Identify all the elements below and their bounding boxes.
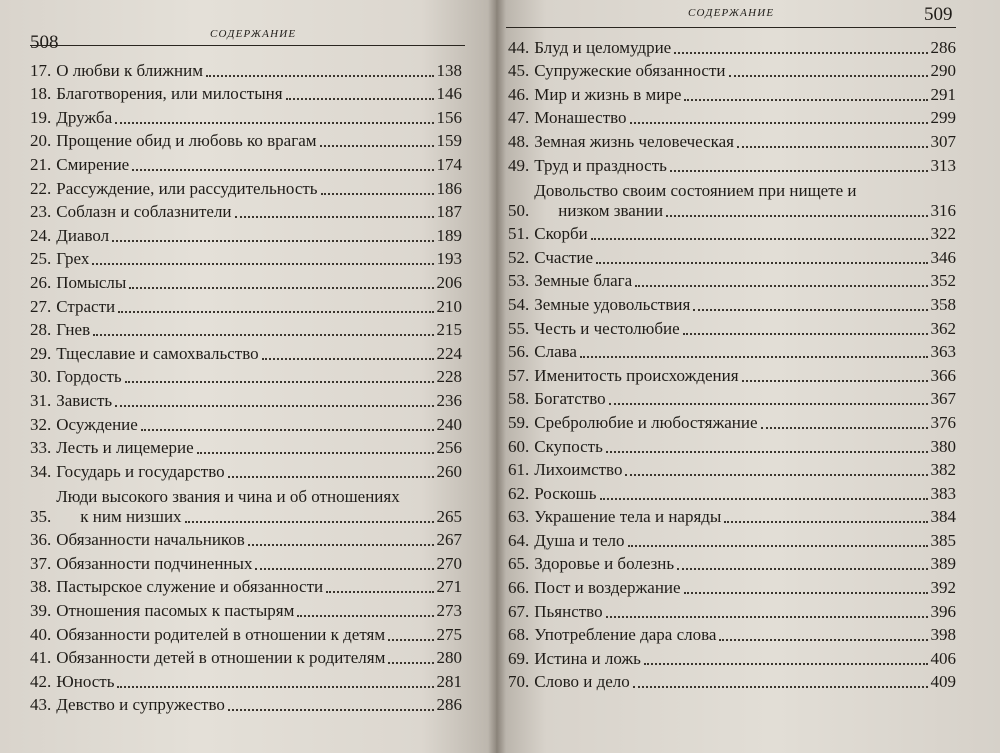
entry-number: 69. — [508, 648, 530, 668]
dot-leader — [117, 686, 433, 688]
entry-title: Сребролюбие и любостяжание — [534, 412, 758, 432]
entry-page-number: 384 — [930, 507, 956, 527]
entry-number: 32. — [30, 414, 52, 434]
entry-number: 58. — [508, 389, 530, 409]
entry-title: Помыслы — [56, 272, 127, 292]
toc-entry — [30, 574, 462, 598]
dot-leader — [674, 52, 927, 54]
entry-number: 40. — [30, 624, 52, 644]
toc-entry — [30, 597, 462, 621]
entry-title-continuation: к ним низших — [80, 506, 182, 526]
entry-page-number: 273 — [436, 601, 462, 621]
entry-number: 34. — [30, 461, 52, 481]
entry-title: Обязанности начальников — [56, 530, 245, 550]
entry-number: 29. — [30, 343, 52, 363]
toc-entry — [508, 645, 956, 669]
entry-page-number: 376 — [930, 412, 956, 432]
entry-page-number: 210 — [436, 296, 462, 316]
entry-title: Гордость — [56, 367, 122, 387]
toc-entry — [30, 340, 462, 364]
dot-leader — [129, 287, 433, 289]
entry-title-continuation-row — [56, 507, 462, 527]
entry-number: 63. — [508, 507, 530, 527]
entry-page-number: 406 — [930, 648, 956, 668]
toc-entry — [508, 176, 956, 221]
entry-title: Счастие — [534, 247, 594, 267]
dot-leader — [321, 193, 434, 195]
toc-entry — [508, 315, 956, 339]
toc-entry — [30, 151, 462, 175]
entry-title: Дружба — [56, 107, 113, 127]
toc-entry — [508, 339, 956, 363]
entry-title: Пост и воздержание — [534, 578, 681, 598]
dot-leader — [600, 498, 928, 500]
entry-title: Слово и дело — [534, 672, 630, 692]
entry-number: 62. — [508, 483, 530, 503]
entry-number: 33. — [30, 438, 52, 458]
entry-page-number: 265 — [436, 506, 462, 526]
right-toc-list — [508, 34, 956, 692]
entry-number: 20. — [30, 131, 52, 151]
dot-leader — [737, 146, 928, 148]
dot-leader — [693, 309, 927, 311]
entry-page-number: 186 — [436, 178, 462, 198]
dot-leader — [683, 333, 928, 335]
dot-leader — [206, 75, 434, 77]
entry-page-number: 286 — [930, 37, 956, 57]
dot-leader — [591, 238, 928, 240]
entry-title: Лихоимство — [534, 460, 623, 480]
entry-page-number: 224 — [436, 343, 462, 363]
toc-entry — [30, 527, 462, 551]
dot-leader — [118, 311, 433, 313]
entry-title: Именитость происхождения — [534, 365, 739, 385]
entry-title: Зависть — [56, 390, 113, 410]
entry-title: Слава — [534, 342, 577, 362]
entry-page-number: 256 — [436, 438, 462, 458]
entry-title-continuation: низком звании — [558, 200, 664, 220]
entry-number: 30. — [30, 367, 52, 387]
entry-title: Монашество — [534, 108, 627, 128]
entry-number: 57. — [508, 365, 530, 385]
entry-title: Гнев — [56, 320, 91, 340]
entry-page-number: 313 — [930, 155, 956, 175]
toc-entry — [30, 269, 462, 293]
dot-leader — [141, 429, 434, 431]
entry-title: Юность — [56, 671, 115, 691]
entry-number: 38. — [30, 577, 52, 597]
entry-title: Супружеские обязанности — [534, 61, 726, 81]
right-running-title: СОДЕРЖАНИЕ — [688, 7, 775, 19]
dot-leader — [115, 405, 433, 407]
entry-title: Пастырское служение и обязанности — [56, 577, 324, 597]
entry-title: Прощение обид и любовь ко врагам — [56, 131, 317, 151]
entry-number: 54. — [508, 294, 530, 314]
entry-page-number: 271 — [436, 577, 462, 597]
toc-entry — [508, 598, 956, 622]
entry-page-number: 362 — [930, 318, 956, 338]
dot-leader — [297, 615, 433, 617]
toc-entry — [508, 457, 956, 481]
entry-title: Душа и тело — [534, 530, 625, 550]
dot-leader — [320, 145, 434, 147]
entry-title: Страсти — [56, 296, 116, 316]
dot-leader — [132, 169, 433, 171]
dot-leader — [670, 170, 928, 172]
left-page-number: 508 — [30, 32, 59, 53]
entry-page-number: 215 — [436, 320, 462, 340]
entry-page-number: 382 — [930, 460, 956, 480]
dot-leader — [719, 639, 927, 641]
entry-page-number: 206 — [436, 272, 462, 292]
entry-number: 67. — [508, 601, 530, 621]
toc-entry — [508, 221, 956, 245]
toc-entry — [30, 645, 462, 669]
entry-number: 17. — [30, 60, 52, 80]
entry-number: 49. — [508, 155, 530, 175]
toc-entry — [30, 621, 462, 645]
toc-entry — [508, 268, 956, 292]
entry-title: Богатство — [534, 389, 606, 409]
entry-number: 37. — [30, 553, 52, 573]
toc-entry — [30, 246, 462, 270]
entry-number: 23. — [30, 202, 52, 222]
entry-number: 60. — [508, 436, 530, 456]
entry-title: Блуд и целомудрие — [534, 37, 672, 57]
entry-page-number: 138 — [436, 60, 462, 80]
dot-leader — [286, 98, 434, 100]
entry-number: 43. — [30, 695, 52, 715]
entry-page-number: 286 — [436, 695, 462, 715]
toc-entry — [508, 622, 956, 646]
entry-page-number: 290 — [930, 61, 956, 81]
entry-page-number: 383 — [930, 483, 956, 503]
entry-title: Пьянство — [534, 601, 603, 621]
entry-number: 22. — [30, 178, 52, 198]
entry-title: Соблазн и соблазнители — [56, 202, 232, 222]
entry-page-number: 280 — [436, 648, 462, 668]
entry-page-number: 291 — [930, 84, 956, 104]
dot-leader — [609, 403, 928, 405]
entry-title: Мир и жизнь в мире — [534, 84, 682, 104]
entry-number: 19. — [30, 107, 52, 127]
entry-number: 41. — [30, 648, 52, 668]
entry-number: 51. — [508, 224, 530, 244]
entry-page-number: 392 — [930, 578, 956, 598]
entry-page-number: 352 — [930, 271, 956, 291]
entry-title: Труд и праздность — [534, 155, 667, 175]
toc-entry — [30, 104, 462, 128]
entry-number: 46. — [508, 84, 530, 104]
entry-page-number: 281 — [436, 671, 462, 691]
entry-page-number: 380 — [930, 436, 956, 456]
entry-title: Земные блага — [534, 271, 633, 291]
dot-leader — [596, 262, 927, 264]
dot-leader — [235, 216, 434, 218]
book-gutter — [488, 0, 506, 753]
dot-leader — [606, 616, 928, 618]
toc-entry — [30, 668, 462, 692]
toc-entry — [30, 222, 462, 246]
entry-number: 31. — [30, 390, 52, 410]
entry-page-number: 236 — [436, 390, 462, 410]
entry-title: Украшение тела и наряды — [534, 507, 722, 527]
dot-leader — [666, 215, 927, 217]
toc-entry — [508, 504, 956, 528]
dot-leader — [684, 592, 928, 594]
toc-entry — [30, 317, 462, 341]
entry-number: 18. — [30, 84, 52, 104]
entry-number: 45. — [508, 61, 530, 81]
entry-number: 66. — [508, 578, 530, 598]
entry-number: 59. — [508, 412, 530, 432]
dot-leader — [326, 591, 433, 593]
dot-leader — [388, 662, 433, 664]
dot-leader — [580, 356, 928, 358]
dot-leader — [625, 474, 927, 476]
entry-title: Истина и ложь — [534, 648, 641, 668]
toc-entry — [508, 551, 956, 575]
entry-number: 61. — [508, 460, 530, 480]
entry-page-number: 396 — [930, 601, 956, 621]
entry-number: 39. — [30, 601, 52, 621]
entry-page-number: 174 — [436, 154, 462, 174]
entry-number: 55. — [508, 318, 530, 338]
entry-title: Скупость — [534, 436, 603, 456]
entry-title: Тщеславие и самохвальство — [56, 343, 259, 363]
entry-title: Смирение — [56, 154, 130, 174]
entry-title: Обязанности детей в отношении к родителям — [56, 648, 386, 668]
dot-leader — [255, 568, 433, 570]
left-toc-list — [30, 57, 462, 715]
left-header-rule — [30, 45, 465, 46]
toc-entry — [30, 387, 462, 411]
entry-page-number: 156 — [436, 107, 462, 127]
entry-number: 35. — [30, 506, 52, 526]
toc-entry — [508, 128, 956, 152]
entry-title-wrap — [534, 181, 956, 221]
dot-leader — [633, 686, 928, 688]
entry-number: 26. — [30, 272, 52, 292]
entry-title: Обязанности родителей в отношении к детям — [56, 624, 386, 644]
entry-number: 24. — [30, 225, 52, 245]
toc-entry — [508, 669, 956, 693]
entry-page-number: 366 — [930, 365, 956, 385]
dot-leader — [724, 521, 927, 523]
entry-number: 48. — [508, 131, 530, 151]
dot-leader — [635, 285, 927, 287]
dot-leader — [112, 240, 433, 242]
entry-number: 25. — [30, 249, 52, 269]
toc-entry — [30, 293, 462, 317]
entry-number: 64. — [508, 530, 530, 550]
dot-leader — [228, 709, 434, 711]
entry-title: Благотворения, или милостыня — [56, 84, 283, 104]
entry-number: 36. — [30, 530, 52, 550]
entry-number: 68. — [508, 625, 530, 645]
entry-title-continuation-row — [534, 201, 956, 221]
toc-entry — [508, 386, 956, 410]
dot-leader — [185, 521, 434, 523]
entry-title: Девство и супружество — [56, 695, 225, 715]
toc-entry — [30, 550, 462, 574]
entry-title: Диавол — [56, 225, 110, 245]
entry-number: 27. — [30, 296, 52, 316]
toc-entry — [30, 128, 462, 152]
entry-number: 70. — [508, 672, 530, 692]
entry-title: Государь и государство — [56, 461, 225, 481]
entry-page-number: 260 — [436, 461, 462, 481]
entry-page-number: 316 — [930, 200, 956, 220]
entry-number: 44. — [508, 37, 530, 57]
dot-leader — [197, 452, 434, 454]
toc-entry — [508, 34, 956, 58]
dot-leader — [630, 122, 928, 124]
right-page — [496, 0, 1000, 753]
entry-page-number: 398 — [930, 625, 956, 645]
entry-number: 50. — [508, 200, 530, 220]
entry-page-number: 267 — [436, 530, 462, 550]
dot-leader — [115, 122, 433, 124]
entry-title: Лесть и лицемерие — [56, 438, 194, 458]
toc-entry — [508, 574, 956, 598]
entry-title: Довольство своим состоянием при нищете и — [534, 180, 857, 200]
entry-title: Отношения пасомых к пастырям — [56, 601, 295, 621]
entry-page-number: 385 — [930, 530, 956, 550]
entry-title: Осуждение — [56, 414, 138, 434]
dot-leader — [125, 381, 434, 383]
entry-title: Скорби — [534, 224, 588, 244]
left-page — [0, 0, 496, 753]
entry-page-number: 275 — [436, 624, 462, 644]
entry-title: Люди высокого звания и чина и об отношениях — [56, 486, 400, 506]
toc-entry — [508, 105, 956, 129]
toc-entry — [508, 58, 956, 82]
entry-page-number: 346 — [930, 247, 956, 267]
toc-entry — [30, 411, 462, 435]
toc-entry — [508, 362, 956, 386]
toc-entry — [508, 433, 956, 457]
toc-entry — [508, 480, 956, 504]
dot-leader — [228, 476, 434, 478]
left-running-title: СОДЕРЖАНИЕ — [210, 28, 297, 40]
entry-title: Роскошь — [534, 483, 597, 503]
toc-entry — [30, 175, 462, 199]
right-page-number: 509 — [924, 4, 953, 25]
dot-leader — [262, 358, 434, 360]
entry-page-number: 409 — [930, 672, 956, 692]
dot-leader — [628, 545, 928, 547]
entry-title: Земная жизнь человеческая — [534, 131, 734, 151]
toc-entry — [30, 199, 462, 223]
dot-leader — [92, 263, 433, 265]
entry-page-number: 307 — [930, 131, 956, 151]
entry-page-number: 322 — [930, 224, 956, 244]
dot-leader — [248, 544, 434, 546]
toc-entry — [508, 152, 956, 176]
entry-title: Честь и честолюбие — [534, 318, 680, 338]
entry-page-number: 187 — [436, 202, 462, 222]
toc-entry — [30, 81, 462, 105]
toc-entry — [30, 364, 462, 388]
toc-entry — [30, 458, 462, 482]
toc-entry — [508, 81, 956, 105]
toc-entry — [508, 244, 956, 268]
dot-leader — [606, 451, 928, 453]
dot-leader — [388, 639, 433, 641]
toc-entry — [508, 291, 956, 315]
entry-title: Употребление дара слова — [534, 625, 717, 645]
entry-title: Обязанности подчиненных — [56, 553, 253, 573]
entry-number: 65. — [508, 554, 530, 574]
entry-page-number: 228 — [436, 367, 462, 387]
entry-title-wrap — [56, 487, 462, 527]
dot-leader — [677, 568, 927, 570]
right-header-rule — [506, 27, 956, 28]
entry-page-number: 389 — [930, 554, 956, 574]
entry-number: 56. — [508, 342, 530, 362]
entry-page-number: 299 — [930, 108, 956, 128]
toc-entry — [30, 482, 462, 527]
entry-page-number: 363 — [930, 342, 956, 362]
dot-leader — [729, 75, 928, 77]
entry-title: Здоровье и болезнь — [534, 554, 675, 574]
entry-number: 21. — [30, 154, 52, 174]
toc-entry — [508, 409, 956, 433]
entry-number: 47. — [508, 108, 530, 128]
entry-page-number: 193 — [436, 249, 462, 269]
entry-number: 52. — [508, 247, 530, 267]
entry-number: 42. — [30, 671, 52, 691]
dot-leader — [761, 427, 928, 429]
entry-title: О любви к ближним — [56, 60, 203, 80]
dot-leader — [644, 663, 928, 665]
entry-title: Грех — [56, 249, 90, 269]
entry-page-number: 240 — [436, 414, 462, 434]
toc-entry — [30, 435, 462, 459]
dot-leader — [742, 380, 928, 382]
entry-title: Рассуждение, или рассудительность — [56, 178, 318, 198]
dot-leader — [93, 334, 433, 336]
entry-page-number: 270 — [436, 553, 462, 573]
dot-leader — [684, 99, 927, 101]
entry-page-number: 367 — [930, 389, 956, 409]
entry-number: 53. — [508, 271, 530, 291]
entry-title: Земные удовольствия — [534, 294, 691, 314]
entry-number: 28. — [30, 320, 52, 340]
entry-page-number: 189 — [436, 225, 462, 245]
entry-page-number: 146 — [436, 84, 462, 104]
entry-page-number: 358 — [930, 294, 956, 314]
toc-entry — [508, 527, 956, 551]
entry-page-number: 159 — [436, 131, 462, 151]
toc-entry — [30, 692, 462, 716]
toc-entry — [30, 57, 462, 81]
